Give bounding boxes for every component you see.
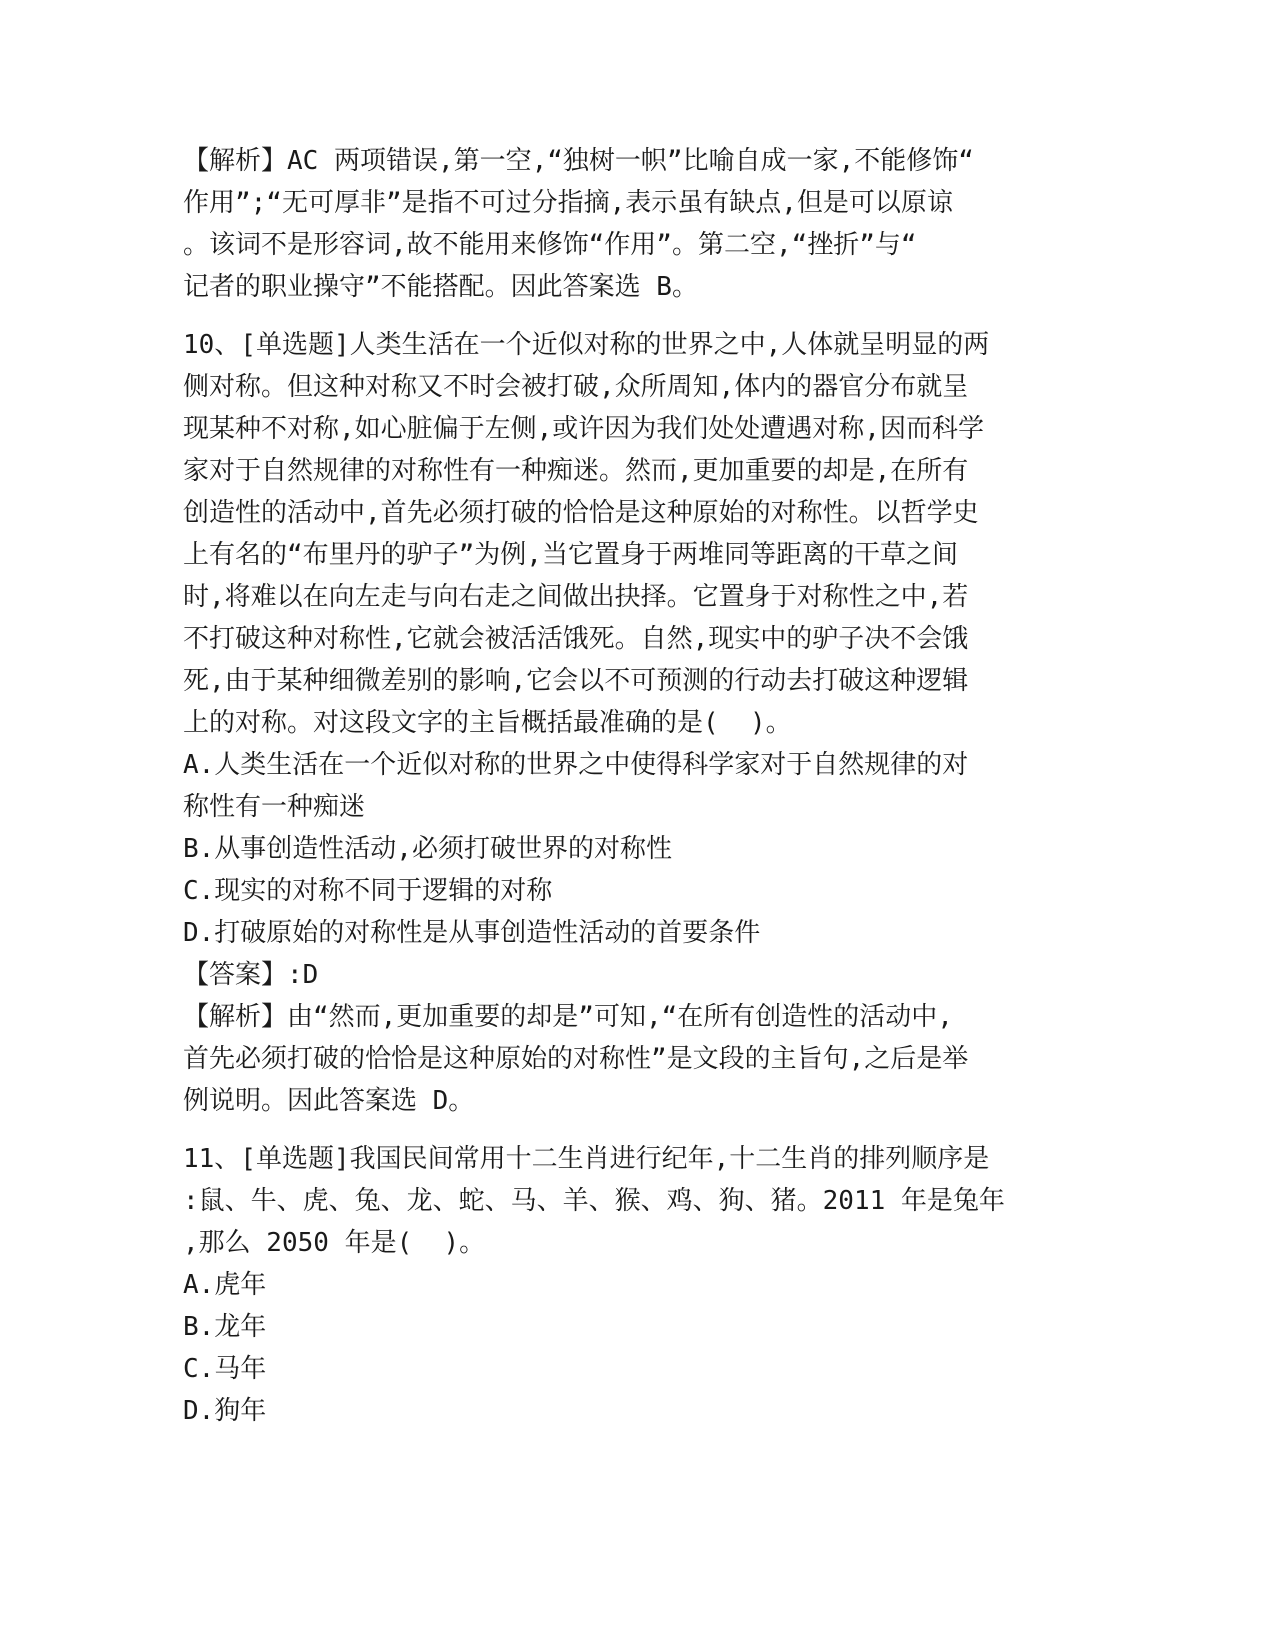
option-c: C.现实的对称不同于逻辑的对称 [183,876,553,906]
question-stem [183,324,1043,744]
option-c: C.马年 [183,1354,267,1384]
option-a [183,744,1043,828]
stem-line: 侧对称。但这种对称又不时会被打破,众所周知,体内的器官分布就呈 [183,372,969,402]
stem-line: 不打破这种对称性,它就会被活活饿死。自然,现实中的驴子决不会饿 [183,624,969,654]
option-a: A.虎年 [183,1270,267,1300]
analysis-line: 作用”;“无可厚非”是指不可过分指摘,表示虽有缺点,但是可以原谅 [183,188,953,218]
question-10 [183,324,1043,1122]
option-b: B.龙年 [183,1312,267,1342]
option-b: B.从事创造性活动,必须打破世界的对称性 [183,834,672,864]
stem-line: 时,将难以在向左走与向右走之间做出抉择。它置身于对称性之中,若 [183,582,969,612]
option-d: D.狗年 [183,1396,267,1426]
stem-line: 上有名的“布里丹的驴子”为例,当它置身于两堆同等距离的干草之间 [183,540,958,570]
stem-line: 10、[单选题]人类生活在一个近似对称的世界之中,人体就呈明显的两 [183,330,990,360]
stem-line: 死,由于某种细微差别的影响,它会以不可预测的行动去打破这种逻辑 [183,666,969,696]
spacer [183,1122,1043,1138]
spacer [183,308,1043,324]
option-a-line: A.人类生活在一个近似对称的世界之中使得科学家对于自然规律的对 [183,750,969,780]
answer: 【答案】:D [183,960,319,990]
analysis-line: 例说明。因此答案选 D。 [183,1086,475,1116]
stem-line: :鼠、牛、虎、兔、龙、蛇、马、羊、猴、鸡、狗、猪。2011 年是兔年 [183,1186,1005,1216]
stem-line: 现某种不对称,如心脏偏于左侧,或许因为我们处处遭遇对称,因而科学 [183,414,984,444]
analysis-line: 。该词不是形容词,故不能用来修饰“作用”。第二空,“挫折”与“ [183,230,917,260]
analysis-line: 【解析】由“然而,更加重要的却是”可知,“在所有创造性的活动中, [183,1002,953,1032]
option-d: D.打破原始的对称性是从事创造性活动的首要条件 [183,918,761,948]
question-stem [183,1138,1043,1264]
analysis-line: 首先必须打破的恰恰是这种原始的对称性”是文段的主旨句,之后是举 [183,1044,969,1074]
option-a-line: 称性有一种痴迷 [183,792,366,822]
question-11 [183,1138,1043,1432]
stem-line: 家对于自然规律的对称性有一种痴迷。然而,更加重要的却是,在所有 [183,456,969,486]
document-page [183,140,1043,1432]
stem-line: ,那么 2050 年是( )。 [183,1228,486,1258]
stem-line: 创造性的活动中,首先必须打破的恰恰是这种原始的对称性。以哲学史 [183,498,979,528]
analysis-line: 【解析】AC 两项错误,第一空,“独树一帜”比喻自成一家,不能修饰“ [183,146,974,176]
analysis-line: 记者的职业操守”不能搭配。因此答案选 B。 [183,272,698,302]
previous-analysis [183,140,1043,308]
stem-line: 上的对称。对这段文字的主旨概括最准确的是( )。 [183,708,792,738]
analysis [183,996,1043,1122]
stem-line: 11、[单选题]我国民间常用十二生肖进行纪年,十二生肖的排列顺序是 [183,1144,990,1174]
